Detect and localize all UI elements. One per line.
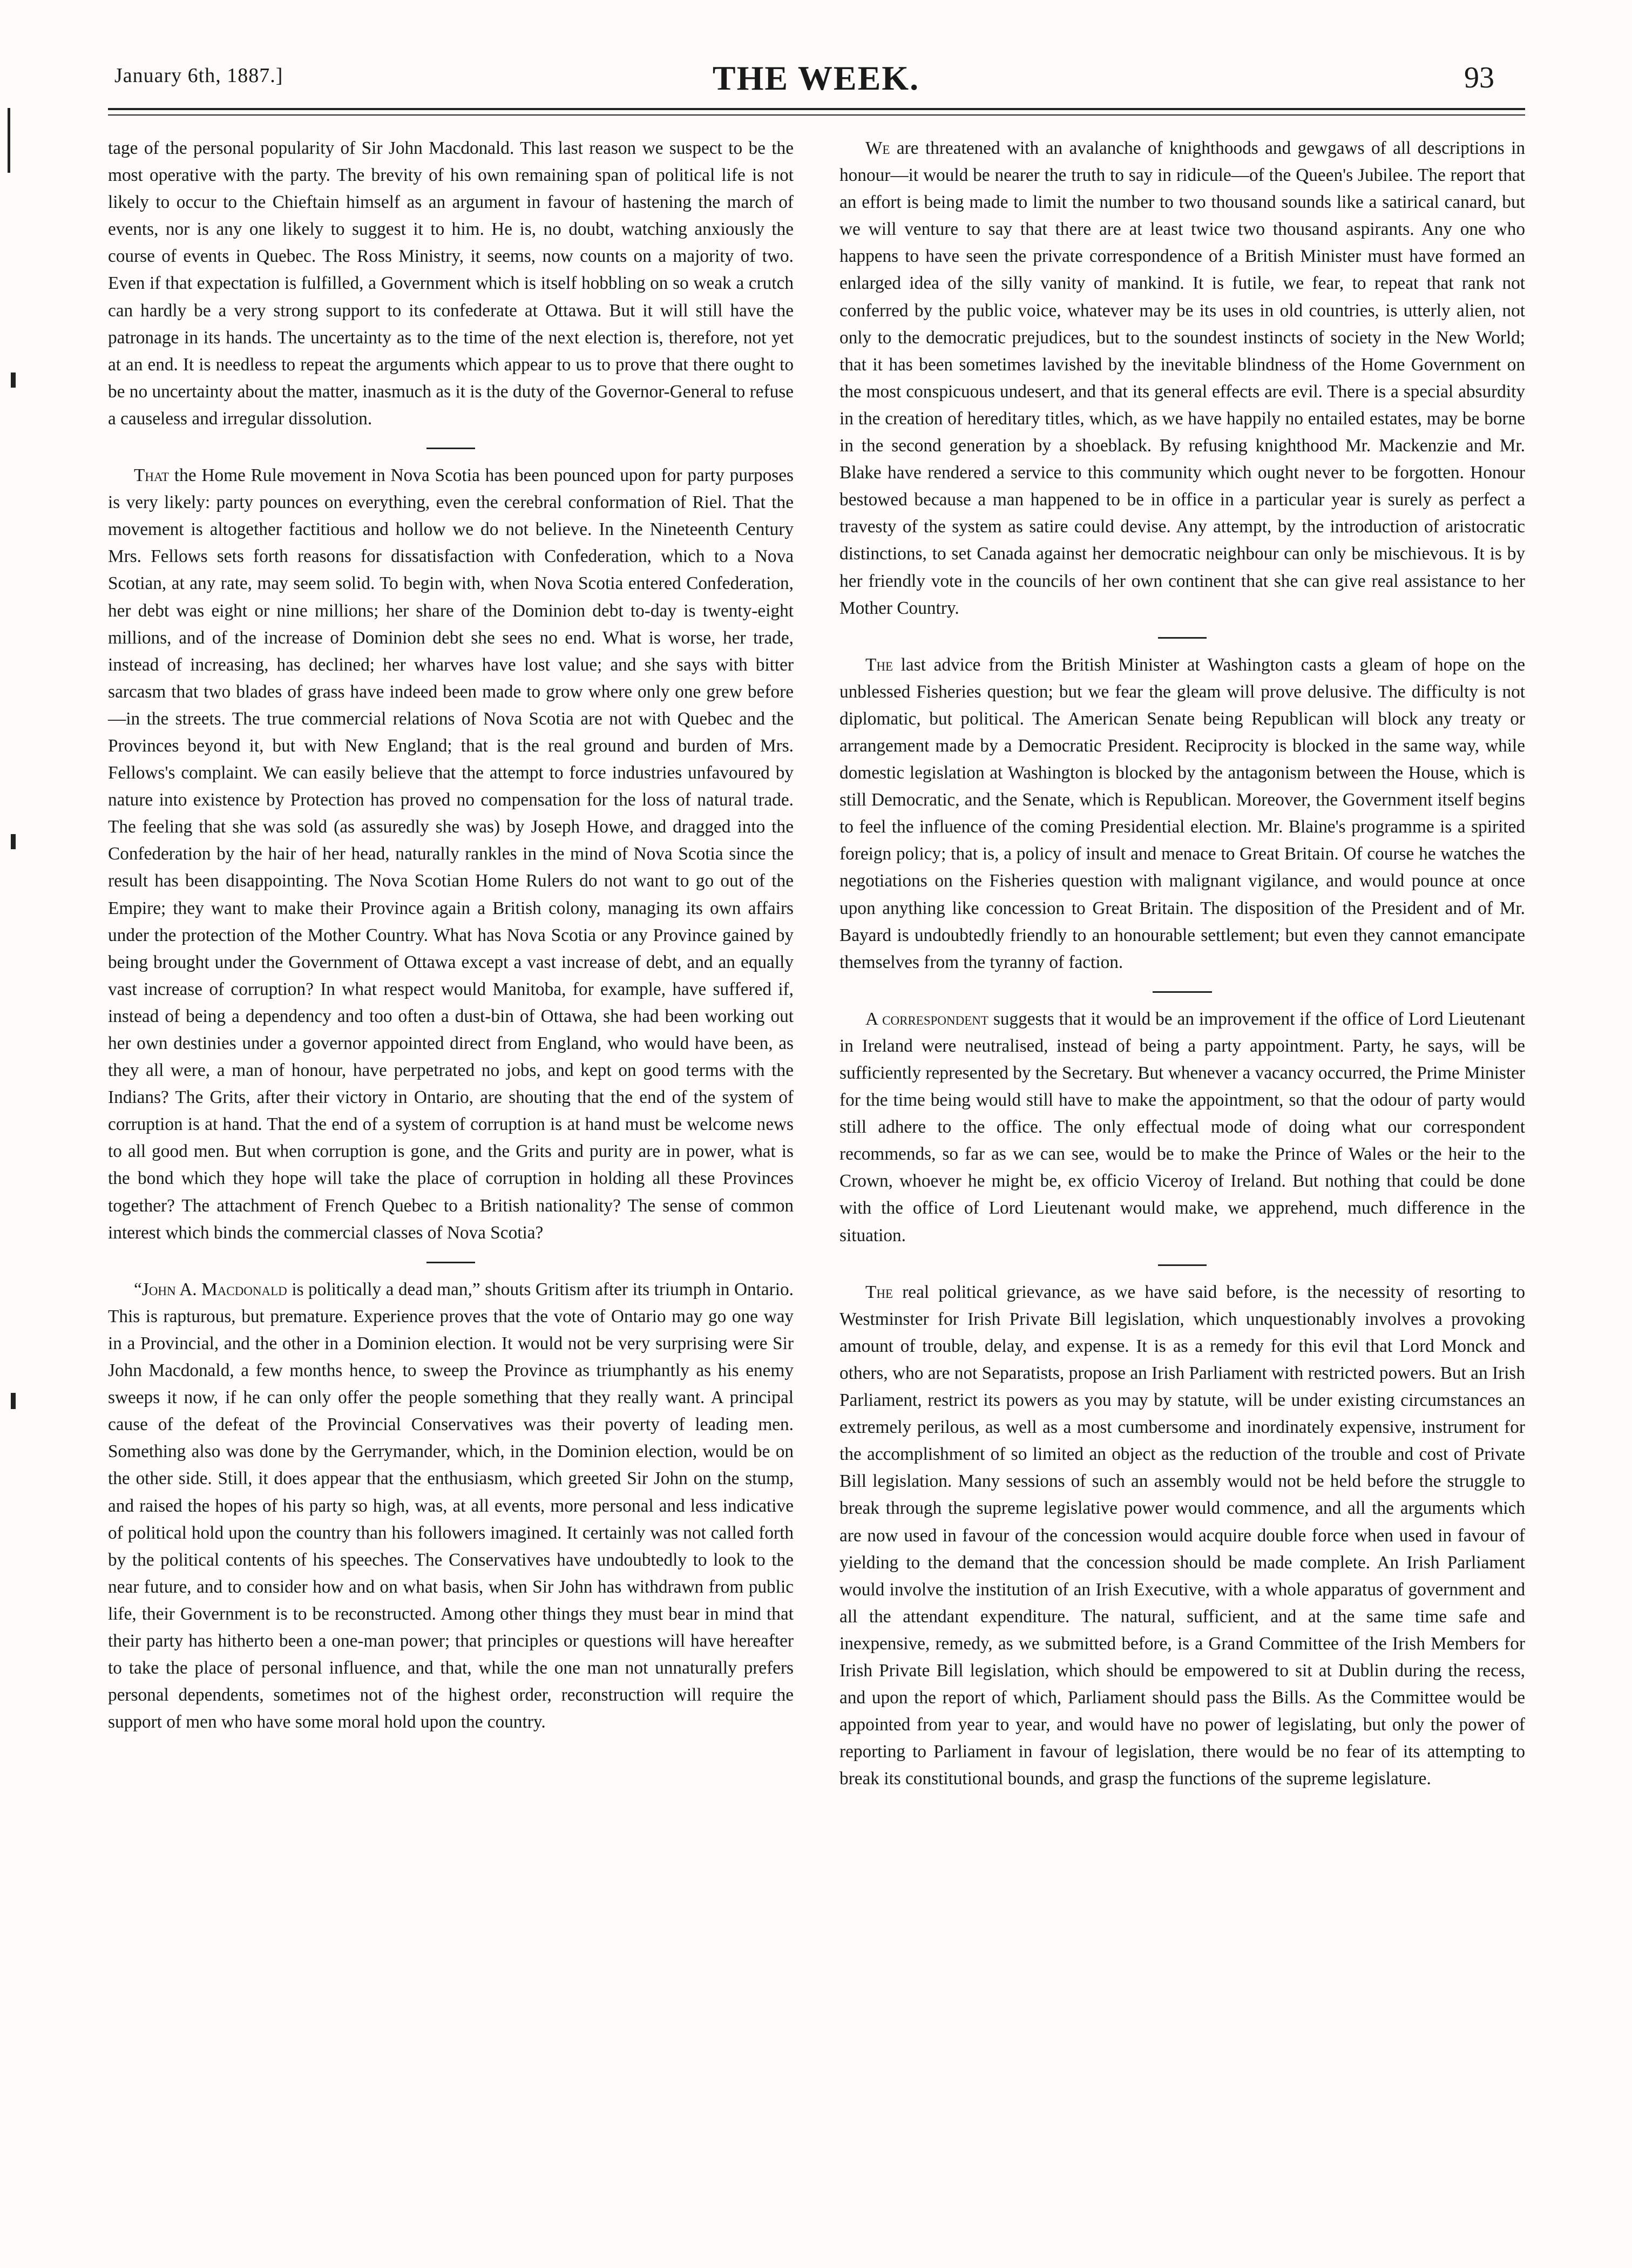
section-divider [426, 1262, 475, 1263]
paragraph-lead: A correspondent [865, 1008, 988, 1029]
header-rule-thin [108, 114, 1525, 116]
article-paragraph [839, 652, 1525, 976]
paragraph-lead: That [134, 465, 170, 486]
paragraph-body: last advice from the British Minister at Washington casts a gleam of hope on the unblessed Fisheries question; but we fear the gleam will prove delusive. The difficulty is not diplomatic, but political. The American Senate being Republican will block any treaty or arrangement made by a Democratic President. Reciprocity is blocked in the same way, while domestic legislation at Washington is blocked by the antagonism between the House, which is still Democratic, and the Senate, which is Republican. Moreover, the Government itself begins to feel the influence of the coming Presidential election. Mr. Blaine's programme is a spirited foreign policy; that is, a policy of insult and menace to Great Britain. Of course he watches the negotiations on the Fisheries question with malignant vigilance, and would pounce at once upon anything like concession to Great Britain. The disposition of the President and of Mr. Bayard is undoubtedly friendly to an honourable settlement; but even they cannot emancipate themselves from the tyranny of faction. [839, 654, 1525, 972]
section-divider [1158, 1264, 1207, 1266]
margin-mark [11, 373, 16, 388]
paragraph-lead: “John A. Macdonald [134, 1279, 287, 1299]
margin-mark [11, 834, 16, 849]
article-paragraph [108, 1276, 794, 1736]
margin-mark [11, 1393, 16, 1409]
article-paragraph: tage of the personal popularity of Sir John Macdonald. This last reason we suspect to be the most operative with the party. The brevity of his own remaining span of political life is not likely to occur to the Chieftain himself as an argument in favour of hastening the march of events, nor is any one likely to suggest it to him. He is, no doubt, watching anxiously the course of events in Quebec. The Ross Ministry, it seems, now counts on a majority of two. Even if that expectation is fulfilled, a Government which is itself hobbling on so weak a crutch can hardly be a very strong support to its confederate at Ottawa. But it will still have the patronage in its hands. The uncertainty as to the time of the next election is, therefore, not yet at an end. It is needless to repeat the arguments which appear to us to prove that there ought to be no uncertainty about the matter, inasmuch as it is the duty of the Governor-General to refuse a causeless and irregular dissolution. [108, 138, 794, 429]
issue-date: January 6th, 1887.] [114, 64, 283, 87]
paragraph-lead: We [865, 138, 890, 158]
left-column [108, 135, 794, 1736]
header-rule-thick [108, 108, 1525, 110]
paragraph-body: are threatened with an avalanche of knighthoods and gewgaws of all descriptions in honour—it would be nearer the truth to say in ridicule—of the Queen's Jubilee. The report that an effort is being made to limit the number to two thousand sounds like a satirical canard, but we will venture to say that there are at least twice two thousand aspirants. Any one who happens to have seen the private correspondence of a British Minister must have formed an enlarged idea of the silly vanity of mankind. It is futile, we fear, to repeat that rank not conferred by the public voice, whatever may be its uses in old countries, is utterly alien, not only to the democratic prejudices, but to the soundest instincts of society in the New World; that it has been sometimes lavished by the inevitable blindness of the Home Government on the most conspicuous undesert, and that its general effects are evil. There is a special absurdity in the creation of hereditary titles, which, as we have happily no entailed estates, may be borne in the second generation by a shoeblack. By refusing knighthood Mr. Mackenzie and Mr. Blake have rendered a service to this community which ought never to be forgotten. Honour bestowed because a man happened to be in office in a particular year is surely as perfect a travesty of the system as satire could devise. Any attempt, by the introduction of aristocratic distinctions, to set Canada against her democratic neighbour can only be mischievous. It is by her friendly vote in the councils of her own continent that she can give real assistance to her Mother Country. [839, 138, 1525, 618]
page-header [0, 0, 1632, 130]
article-paragraph [839, 1279, 1525, 1793]
section-divider [1153, 991, 1212, 993]
paragraph-body: real political grievance, as we have said before, is the necessity of resorting to Westminster for Irish Private Bill legislation, which unquestionably involves a provoking amount of trouble, delay, and expense. It is as a remedy for this evil that Lord Monck and others, who are not Separatists, propose an Irish Parliament with restricted powers. But an Irish Parliament, restrict its powers as you may by statute, will be under existing circumstances an extremely perilous, as well as a most cumbersome and inordinately expensive, instrument for the accomplishment of so limited an object as the reduction of the trouble and cost of Private Bill legislation. Many sessions of such an assembly would not be held before the struggle to break through the supreme legislative power would commence, and all the arguments which are now used in favour of the concession would acquire double force when used in favour of yielding to the demand that the concession should be made complete. An Irish Parliament would involve the institution of an Irish Executive, with a whole apparatus of government and all the attendant expenditure. The natural, sufficient, and at the same time safe and inexpensive, remedy, as we submitted before, is a Grand Committee of the Irish Members for Irish Private Bill legislation, which should be empowered to sit at Dublin during the recess, and upon the report of which, Parliament should pass the Bills. As the Committee would be appointed from year to year, and would have no power of legislating, but only the power of reporting to Parliament in favour of legislation, there would be no fear of its attempting to break its constitutional bounds, and grasp the functions of the supreme legislature. [839, 1282, 1525, 1789]
section-divider [426, 448, 475, 449]
paragraph-body: is politically a dead man,” shouts Gritism after its triumph in Ontario. This is rapturous, but premature. Experience proves that the vote of Ontario may go one way in a Provincial, and the other in a Dominion election. It would not be very surprising were Sir John Macdonald, a few months hence, to sweep the Province as triumphantly as his enemy sweeps it now, if he can only offer the people something that they really want. A principal cause of the defeat of the Provincial Conservatives was their poverty of leading men. Something also was done by the Gerrymander, which, in the Dominion election, would be on the other side. Still, it does appear that the enthusiasm, which greeted Sir John on the stump, and raised the hopes of his party so high, was, at all events, more personal and less indicative of political hold upon the country than his followers imagined. It certainly was not called forth by the political contents of his speeches. The Conservatives have undoubtedly to look to the near future, and to consider how and on what basis, when Sir John has withdrawn from public life, their Government is to be reconstructed. Among other things they must bear in mind that their party has hitherto been a one-man power; that principles or questions will have hereafter to take the place of personal influence, and that, while the one man not unnaturally prefers personal dependents, sometimes not of the highest order, reconstruction will require the support of men who have some moral hold upon the country. [108, 1279, 794, 1732]
margin-mark [8, 108, 10, 173]
paragraph-lead: The [865, 654, 893, 675]
page-number: 93 [1464, 61, 1494, 94]
article-paragraph [108, 462, 794, 1247]
section-divider [1158, 637, 1207, 639]
article-paragraph [839, 135, 1525, 622]
article-paragraph [839, 1006, 1525, 1249]
publication-title: THE WEEK. [712, 59, 920, 97]
article-columns [108, 135, 1525, 2240]
right-column [839, 135, 1525, 1792]
paragraph-body: the Home Rule movement in Nova Scotia has been pounced upon for party purposes is very likely: party pounces on everything, even the cerebral conformation of Riel. That the movement is altogether factitious and hollow we do not believe. In the Nineteenth Century Mrs. Fellows sets forth reasons for dissatisfaction with Confederation, which to a Nova Scotian, at any rate, may seem solid. To begin with, when Nova Scotia entered Confederation, her debt was eight or nine millions; her share of the Dominion debt to-day is twenty-eight millions, and of the increase of Dominion debt she sees no end. What is worse, her trade, instead of increasing, has declined; her wharves have lost value; and she says with bitter sarcasm that two blades of grass have indeed been made to grow where only one grew before—in the streets. The true commercial relations of Nova Scotia are not with Quebec and the Provinces beyond it, but with New England; that is the real ground and burden of Mrs. Fellows's complaint. We can easily believe that the attempt to force industries unfavoured by nature into existence by Protection has proved no compensation for the loss of natural trade. The feeling that she was sold (as assuredly she was) by Joseph Howe, and dragged into the Confederation by the hair of her head, naturally rankles in the mind of Nova Scotia since the result has been disappointing. The Nova Scotian Home Rulers do not want to go out of the Empire; they want to make their Province again a British colony, managing its own affairs under the protection of the Mother Country. What has Nova Scotia or any Province gained by being brought under the Government of Ottawa except a vast increase of debt, and an equally vast increase of corruption? In what respect would Manitoba, for example, have suffered if, instead of being a dependency and too often a dust-bin of Ottawa, she had been working out her own destinies under a governor appointed direct from England, who would have been, as they all were, a man of honour, have perpetrated no jobs, and kept on good terms with the Indians? The Grits, after their victory in Ontario, are shouting that the end of the system of corruption is at hand. That the end of a system of corruption is at hand must be welcome news to all good men. But when corruption is gone, and the Grits and purity are in power, what is the bond which they hope will take the place of corruption in holding all these Provinces together? The attachment of French Quebec to a British nationality? The sense of common interest which binds the commercial classes of Nova Scotia? [108, 465, 794, 1243]
paragraph-lead: The [865, 1282, 893, 1302]
paragraph-body: suggests that it would be an improvement if the office of Lord Lieutenant in Ireland were neutralised, instead of being a party appointment. Party, he says, will be sufficiently represented by the Secretary. But whenever a vacancy occurred, the Prime Minister for the time being would still have to make the appointment, so that the odour of party would still adhere to the office. The only effectual mode of doing what our correspondent recommends, so far as we can see, would be to make the Prince of Wales or the heir to the Crown, whoever he might be, ex officio Viceroy of Ireland. But nothing that could be done with the office of Lord Lieutenant would make, we apprehend, much difference in the situation. [839, 1008, 1525, 1245]
